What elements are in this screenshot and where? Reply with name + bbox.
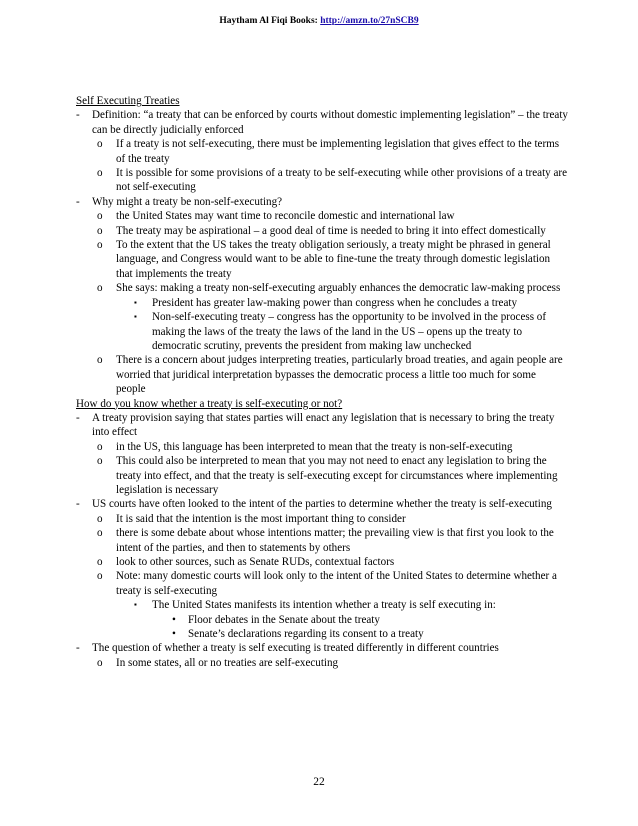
dash-marker: - [76,195,80,208]
outline-item-text: Note: many domestic courts will look only to the intent of the United States to determine whether a treaty is self-executing [116,570,557,597]
outline-item-level-3 [76,310,568,353]
outline-item-text: There is a concern about judges interpreting treaties, particularly broad treaties, and again people are worried that juridical interpretation bypasses the democratic process a little too much for some people [116,354,563,396]
outline-item-text: If a treaty is not self-executing, there must be implementing legislation that gives effect to the terms of the treaty [116,138,560,165]
outline-item-level-2 [76,209,568,223]
outline-item-text: The United States manifests its intention whether a treaty is self executing in: [152,599,496,612]
circle-bullet-icon: o [97,512,103,525]
outline-item-text: A treaty provision saying that states parties will enact any legislation that is necessary to bring the treaty into effect [92,411,555,439]
round-bullet-icon: • [172,628,176,641]
round-bullet-icon: • [172,613,176,626]
circle-bullet-icon: o [97,354,103,367]
outline-item-level-3 [76,598,568,612]
circle-bullet-icon: o [97,282,103,295]
square-bullet-icon: ▪ [134,312,137,322]
outline-item-level-1 [76,195,568,209]
circle-bullet-icon: o [97,527,103,540]
section-heading: How do you know whether a treaty is self-executing or not? [76,397,343,410]
circle-bullet-icon: o [97,239,103,252]
circle-bullet-icon: o [97,440,103,453]
section-heading: Self Executing Treaties [76,95,180,107]
outline-item-level-1 [76,108,568,137]
outline-item-text: In some states, all or no treaties are self-executing [116,656,339,669]
outline-item-level-3 [76,296,568,310]
outline-item-level-2 [76,569,568,598]
outline-item-text: She says: making a treaty non-self-executing arguably enhances the democratic law-making process [116,282,561,295]
outline-item-text: in the US, this language has been interpreted to mean that the treaty is non-self-executing [116,440,513,453]
outline-item-text: the United States may want time to reconcile domestic and international law [116,210,455,223]
header-label: Haytham Al Fiqi Books: [219,16,321,26]
outline-item-level-2 [76,526,568,555]
circle-bullet-icon: o [97,656,103,669]
page-header [0,16,638,26]
outline-item-level-2 [76,512,568,526]
outline-item-text: President has greater law-making power than congress when he concludes a treaty [152,296,518,309]
outline-item-level-2 [76,166,568,195]
dash-marker: - [76,498,80,511]
square-bullet-icon: ▪ [134,297,137,307]
outline-item-text: It is said that the intention is the most important thing to consider [116,512,406,525]
outline-item-level-2 [76,440,568,454]
outline-item-text: Floor debates in the Senate about the treaty [188,613,380,626]
outline-item-level-2 [76,224,568,238]
outline-item-text: It is possible for some provisions of a treaty to be self-executing while other provisions of a treaty are not self-executing [116,167,568,194]
outline-item-text: The question of whether a treaty is self executing is treated differently in different countries [92,642,499,655]
page-number: 22 [313,776,325,788]
circle-bullet-icon: o [97,556,103,568]
outline-item-level-1 [76,641,568,655]
outline-item-level-4 [76,627,568,641]
outline-item-level-2 [76,454,568,497]
outline-item-text: To the extent that the US takes the treaty obligation seriously, a treaty might be phrased in general language, and Congress would want to be able to fine-tune the treaty through domestic legislation that implements the treaty [116,239,551,280]
document-body [76,94,568,670]
outline-item-level-2 [76,656,568,670]
dash-marker: - [76,642,80,655]
dash-marker: - [76,411,80,424]
outline-item-text: The treaty may be aspirational – a good deal of time is needed to bring it into effect domestically [116,224,546,237]
outline-item-text: Why might a treaty be non-self-executing? [92,195,283,208]
outline-item-text: look to other sources, such as Senate RUDs, contextual factors [116,556,395,568]
outline-item-level-4 [76,613,568,627]
outline-item-level-1 [76,497,568,511]
square-bullet-icon: ▪ [134,600,137,610]
outline-item-level-2 [76,281,568,295]
header-link[interactable]: http://amzn.to/27nSCB9 [320,16,419,26]
circle-bullet-icon: o [97,210,103,223]
outline-item-level-1 [76,411,568,440]
circle-bullet-icon: o [97,570,103,583]
outline-item-text: Non-self-executing treaty – congress has the opportunity to be involved in the process of making the laws of the treaty the laws of the land in the US – opens up the treaty to democratic scrutiny, prevents the president from making law unchecked [152,311,547,352]
outline-item-level-2 [76,137,568,166]
circle-bullet-icon: o [97,138,103,151]
circle-bullet-icon: o [97,455,103,468]
outline-item-text: This could also be interpreted to mean that you may not need to enact any legislation to bring the treaty into effect, and that the treaty is self-executing except for circumstances where implementing legislation is necessary [116,455,558,496]
outline-item-level-2 [76,555,568,569]
circle-bullet-icon: o [97,167,103,180]
outline-item-text: US courts have often looked to the intent of the parties to determine whether the treaty is self-executing [92,498,552,511]
outline-item-text: there is some debate about whose intentions matter; the prevailing view is that first you look to the intent of the parties, and then to statements by others [116,527,554,554]
dash-marker: - [76,109,80,122]
circle-bullet-icon: o [97,224,103,237]
outline-item-level-2 [76,238,568,281]
outline-item-text: Definition: “a treaty that can be enforced by courts without domestic implementing legislation” – the treaty can be directly judicially enforced [92,109,568,136]
outline-item-level-2 [76,353,568,396]
outline-item-text: Senate’s declarations regarding its consent to a treaty [188,628,424,641]
